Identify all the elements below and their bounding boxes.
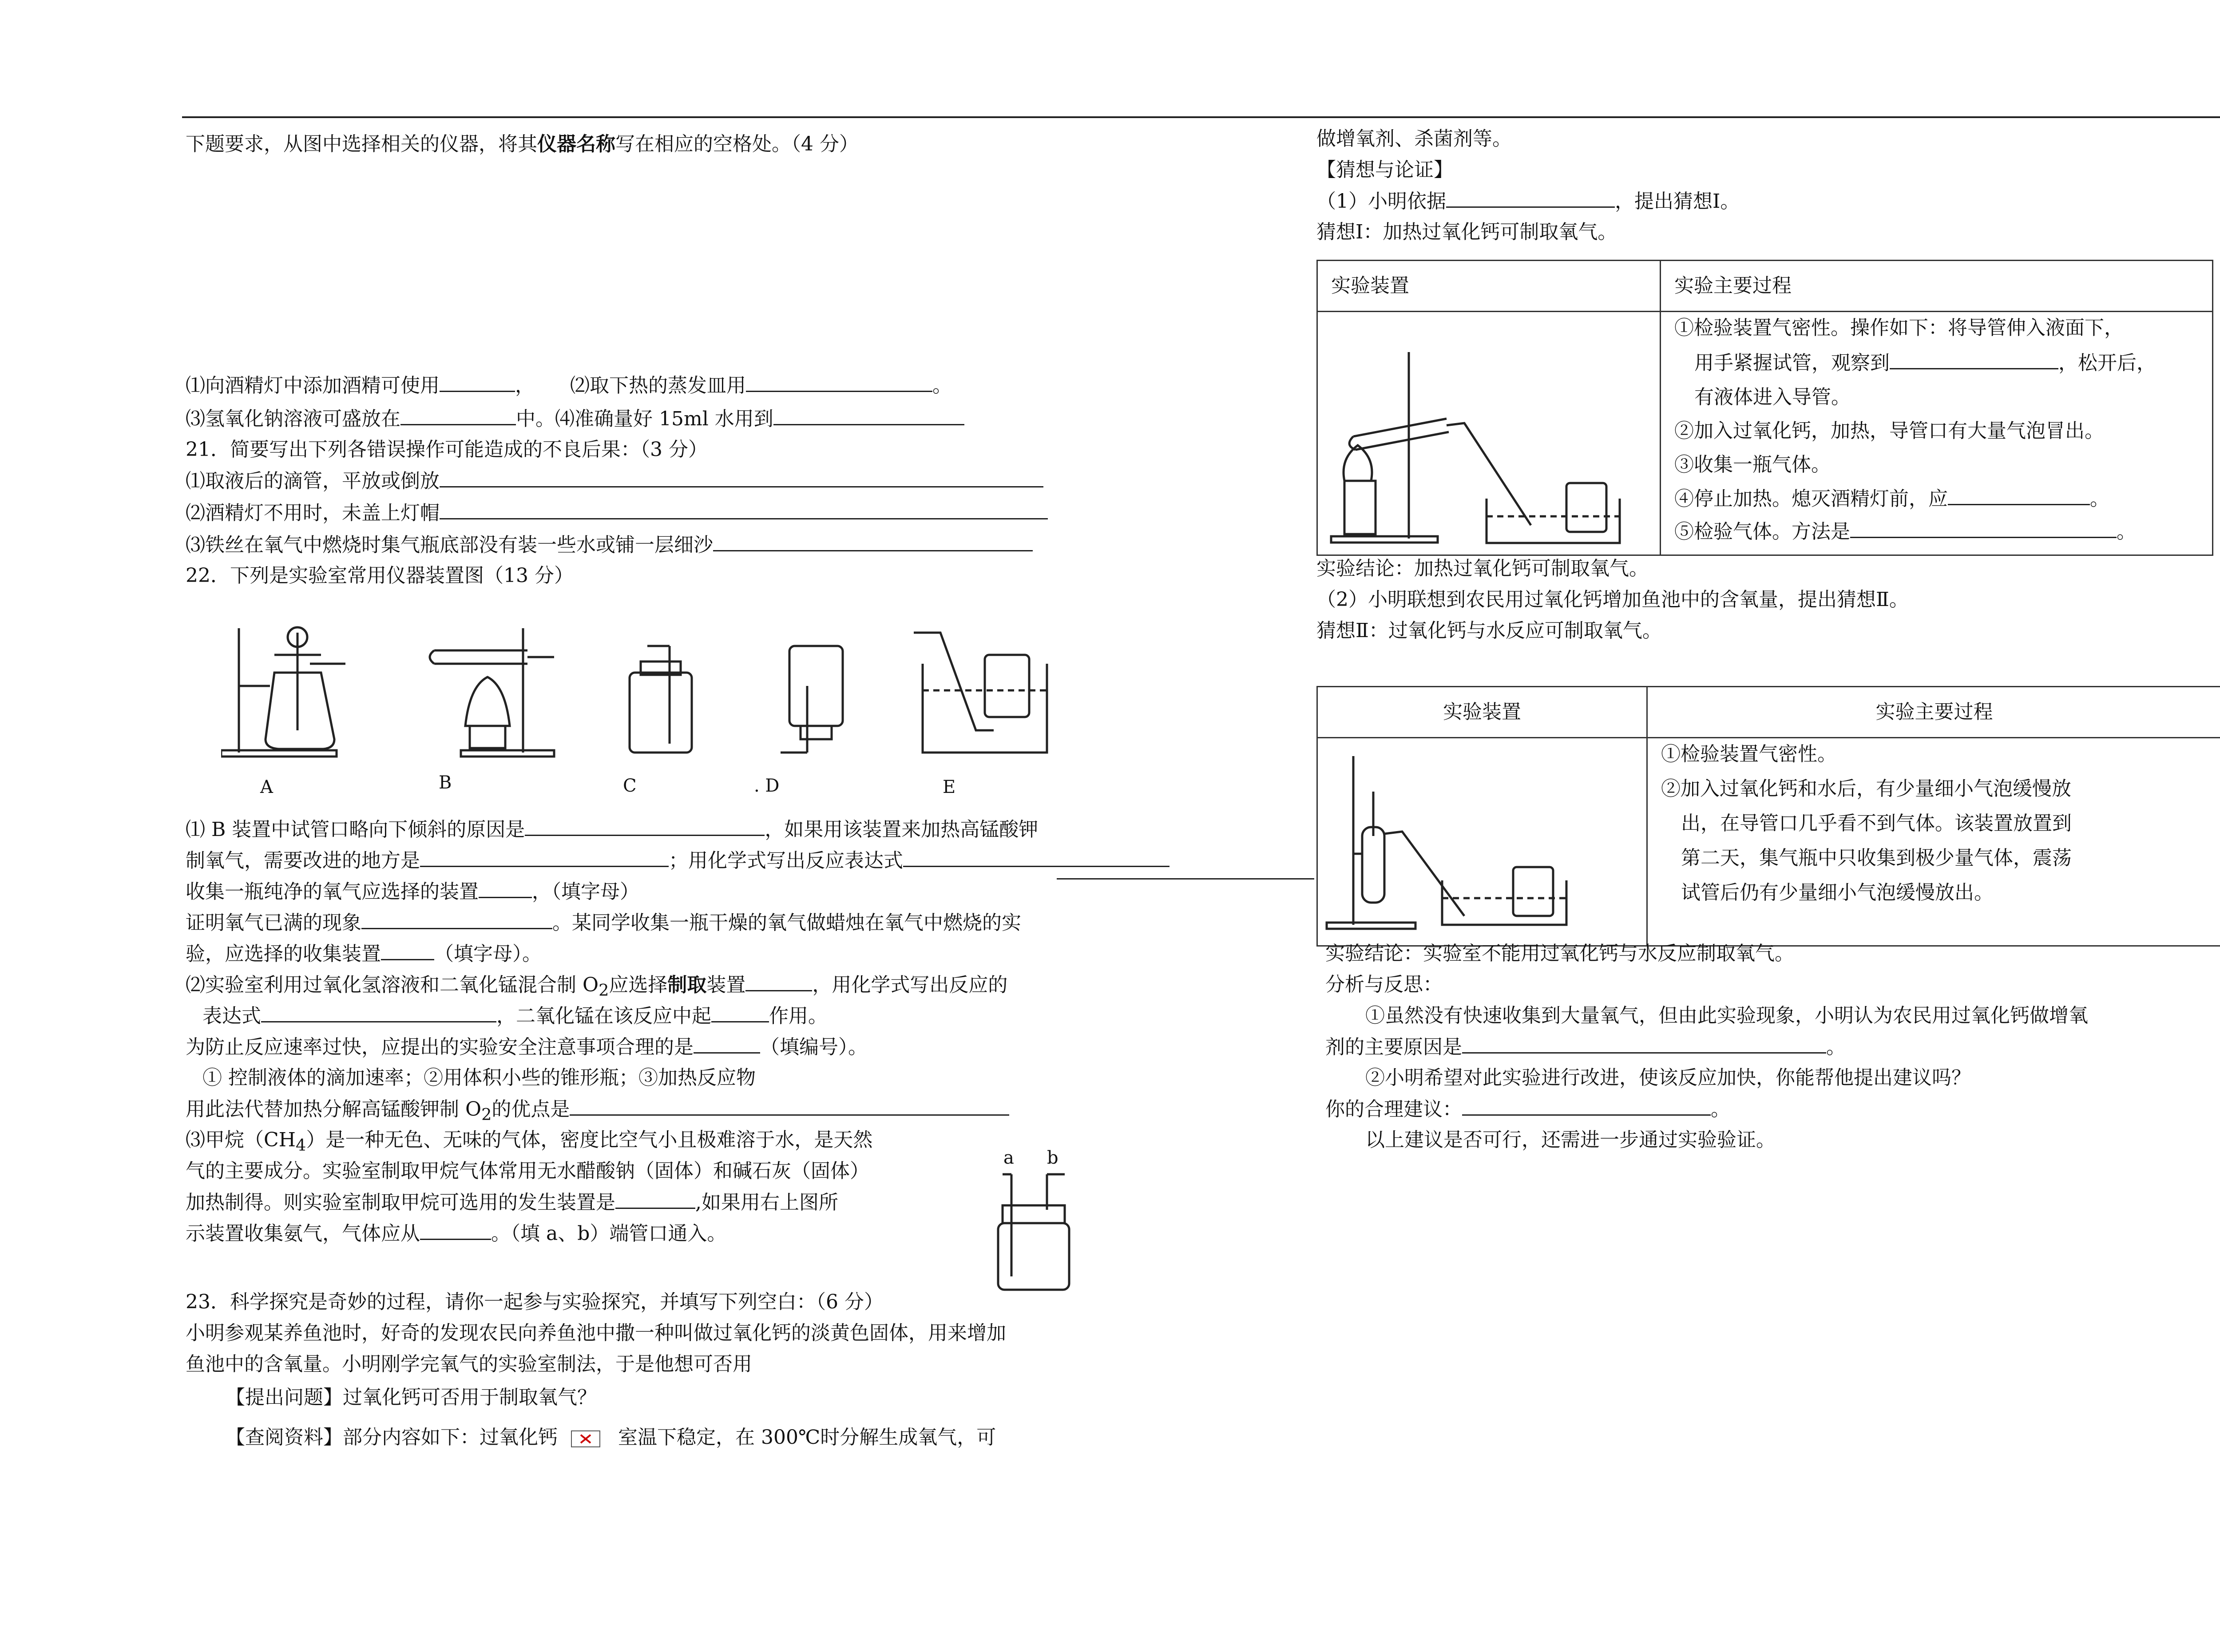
q22-p2	[186, 848, 1169, 873]
intro-bold: 仪器名称	[537, 133, 615, 155]
table2-header-process: 实验主要过程	[1647, 687, 2220, 738]
q22-p7b: ，二氧化锰在该反应中起	[496, 1005, 711, 1027]
broken-image-icon	[571, 1430, 600, 1447]
q20-l1d: 。	[932, 374, 952, 397]
q23-title: 23．科学探究是奇妙的过程，请你一起参与实验探究，并填写下列空白：（6 分）	[186, 1291, 884, 1313]
intro-line	[186, 132, 859, 157]
answer-blank[interactable]	[479, 879, 532, 898]
q22-p7c: 作用。	[769, 1005, 828, 1027]
r13b: 。	[1711, 1098, 1730, 1121]
q22-p8b: （填编号）。	[760, 1036, 868, 1058]
table1-header-process: 实验主要过程	[1661, 261, 2213, 312]
answer-blank[interactable]	[1446, 189, 1615, 208]
step-5-tail: 。	[2117, 520, 2136, 543]
answer-blank[interactable]	[440, 500, 1048, 519]
q20-l2b: 中。⑷准确量好 15ml 水用到	[516, 408, 773, 430]
q21-line-3	[186, 532, 1033, 558]
r1: 做增氧剂、杀菌剂等。	[1316, 127, 1512, 150]
answer-blank[interactable]	[420, 1221, 491, 1240]
q22-p7a: 表达式	[202, 1005, 261, 1027]
r2: 【猜想与论证】	[1316, 158, 1453, 181]
fig-label-a: A	[260, 777, 273, 797]
q22-p13b: ,如果用右上图所	[695, 1191, 838, 1214]
q22-p4a: 证明氧气已满的现象	[186, 911, 361, 934]
step-1b-tail: ，松开后，	[2058, 352, 2156, 374]
t2-step-2b: 出，在导管口几乎看不到气体。该装置放置到	[1681, 812, 2072, 835]
connector-line	[1057, 878, 1314, 879]
t2-step-2d: 试管后仍有少量细小气泡缓慢放出。	[1681, 881, 1994, 904]
gas-bottle-figure	[994, 1165, 1082, 1299]
step-4	[1674, 486, 2109, 511]
q22-p11	[186, 1128, 872, 1158]
apparatus-b	[430, 628, 554, 757]
answer-blank[interactable]	[1890, 350, 2058, 369]
answer-blank[interactable]	[261, 1003, 496, 1022]
answer-blank[interactable]	[746, 373, 932, 392]
t2-step-1: ①检验装置气密性。	[1661, 743, 1837, 765]
experiment-table-2	[1316, 686, 2220, 947]
apparatus-a	[221, 627, 345, 757]
answer-blank[interactable]	[1462, 1034, 1826, 1054]
q22-p12: 气的主要成分。实验室制取甲烷气体常用无水醋酸钠（固体）和碱石灰（固体）	[186, 1160, 869, 1182]
step-5-text: ⑤检验气体。方法是	[1674, 520, 1850, 543]
q22-p9: ① 控制液体的滴加速率；②用体积小些的锥形瓶；③加热反应物	[202, 1066, 756, 1089]
experiment-table-1	[1316, 260, 2213, 556]
q22-p10a: 用此法代替加热分解高锰酸钾制 O	[186, 1098, 482, 1121]
subscript: 2	[481, 1105, 492, 1124]
table2-apparatus-cell	[1317, 738, 1647, 946]
q22-p2a: 制氧气，需要改进的地方是	[186, 849, 420, 872]
r3b: ，提出猜想Ⅰ。	[1615, 190, 1740, 213]
q22-p14a: 示装置收集氨气，气体应从	[186, 1222, 420, 1245]
q20-l1b: ，	[515, 374, 535, 397]
answer-blank[interactable]	[570, 1097, 1009, 1116]
answer-blank[interactable]	[713, 532, 1033, 551]
q22-p3b: ，（填字母）	[532, 880, 639, 903]
r6: （2）小明联想到农民用过氧化钙增加鱼池中的含氧量，提出猜想Ⅱ。	[1316, 588, 1909, 611]
answer-blank[interactable]	[694, 1034, 760, 1054]
q22-p6b: 应选择	[609, 974, 668, 996]
t2-step-2c: 第二天，集气瓶中只收集到极少量气体，震荡	[1681, 847, 2072, 869]
answer-blank[interactable]	[1850, 519, 2117, 538]
q22-p1	[186, 817, 1038, 842]
r4: 猜想Ⅰ：加热过氧化钙可制取氧气。	[1316, 221, 1617, 243]
answer-blank[interactable]	[361, 910, 552, 929]
r5: 实验结论：加热过氧化钙可制取氧气。	[1316, 557, 1649, 580]
answer-blank[interactable]	[440, 373, 515, 392]
q20-l2a: ⑶氢氧化钠溶液可盛放在	[186, 408, 400, 430]
answer-blank[interactable]	[400, 406, 516, 425]
q22-p1a: ⑴ B 装置中试管口略向下倾斜的原因是	[186, 818, 525, 841]
q22-p4	[186, 910, 1021, 935]
answer-blank[interactable]	[1948, 486, 2090, 505]
answer-blank[interactable]	[773, 406, 964, 425]
q22-p8a: 为防止反应速率过快，应提出的实验安全注意事项合理的是	[186, 1036, 694, 1058]
q20-l1a: ⑴向酒精灯中添加酒精可使用	[186, 374, 440, 397]
r3a: （1）小明依据	[1316, 190, 1446, 213]
q22-p10	[186, 1097, 1009, 1127]
t2-step-2: ②加入过氧化钙和水后，有少量细小气泡缓慢放	[1661, 777, 2071, 800]
apparatus-d	[781, 646, 843, 753]
r7: 猜想Ⅱ：过氧化钙与水反应可制取氧气。	[1316, 619, 1662, 642]
q22-p3	[186, 879, 639, 904]
q22-p14b: 。（填 a、b）端管口通入。	[491, 1222, 727, 1245]
r11	[1325, 1034, 1846, 1060]
answer-blank[interactable]	[440, 468, 1043, 487]
r10: ①虽然没有快速收集到大量氧气，但由此实验现象，小明认为农民用过氧化钙做增氧	[1365, 1004, 2088, 1027]
step-1c: 有液体进入导管。	[1694, 386, 1851, 408]
answer-blank[interactable]	[420, 848, 669, 867]
step-1: ①检验装置气密性。操作如下：将导管伸入液面下，	[1674, 317, 2124, 339]
answer-blank[interactable]	[1462, 1097, 1711, 1116]
q23-l2: 鱼池中的含氧量。小明刚学完氧气的实验室制法，于是他想可否用	[186, 1353, 752, 1375]
table1-process-cell	[1661, 312, 2213, 555]
q22-p11a: ⑶甲烷（CH	[186, 1129, 296, 1151]
q20-line-1	[186, 373, 952, 398]
table1-apparatus-cell	[1317, 312, 1661, 555]
answer-blank[interactable]	[903, 848, 1169, 867]
q20-l1c: ⑵取下热的蒸发皿用	[570, 374, 746, 397]
step-1b-text: 用手紧握试管，观察到	[1694, 352, 1890, 374]
q22-p13	[186, 1190, 838, 1215]
r3	[1316, 189, 1740, 214]
intro-points: 写在相应的空格处。（4 分）	[615, 133, 859, 155]
r11a: 剂的主要原因是	[1325, 1036, 1462, 1058]
header-rule	[182, 116, 2220, 118]
fig-label-c: C	[623, 776, 637, 796]
step-1b	[1694, 350, 2156, 376]
q22-p6c: 装置	[706, 974, 746, 996]
subscript: 4	[296, 1135, 306, 1155]
q20-line-2	[186, 406, 964, 432]
q21-l3: ⑶铁丝在氧气中燃烧时集气瓶底部没有装一些水或铺一层细沙	[186, 534, 713, 556]
fig-label-e: E	[943, 777, 956, 797]
answer-blank[interactable]	[525, 817, 765, 836]
fig-label-b: B	[439, 773, 452, 793]
step-3: ③收集一瓶气体。	[1674, 453, 1831, 476]
table2-header-apparatus: 实验装置	[1317, 687, 1647, 738]
q22-p6	[186, 972, 1007, 1003]
step-2: ②加入过氧化钙，加热，导管口有大量气泡冒出。	[1674, 420, 2104, 442]
q22-p4b: 。某同学收集一瓶干燥的氧气做蜡烛在氧气中燃烧的实	[552, 911, 1021, 934]
r11b: 。	[1826, 1036, 1846, 1058]
q22-p6d: ，用化学式写出反应的	[812, 974, 1008, 996]
r13a: 你的合理建议：	[1325, 1098, 1462, 1121]
q21-title: 21．简要写出下列各错误操作可能造成的不良后果：（3 分）	[186, 438, 708, 461]
q23-l4	[226, 1425, 996, 1450]
r14: 以上建议是否可行，还需进一步通过实验验证。	[1365, 1129, 1776, 1151]
q22-p10b: 的优点是	[492, 1098, 570, 1121]
q22-p6a: ⑵实验室利用过氧化氢溶液和二氧化锰混合制 O	[186, 974, 599, 996]
q22-p5a: 验，应选择的收集装置	[186, 943, 381, 965]
water-apparatus-drawing	[1318, 738, 1646, 940]
fig-label-d: . D	[754, 776, 780, 796]
q21-l2: ⑵酒精灯不用时，未盖上灯帽	[186, 502, 440, 524]
q22-p13a: 加热制得。则实验室制取甲烷可选用的发生装置是	[186, 1191, 615, 1214]
q22-p5b: （填字母）。	[434, 943, 542, 965]
q22-p5	[186, 941, 542, 967]
step-4-tail: 。	[2090, 487, 2109, 510]
table1-header-apparatus: 实验装置	[1317, 261, 1661, 312]
q22-p1b: ，如果用该装置来加热高锰酸钾	[765, 818, 1039, 841]
q22-title: 22．下列是实验室常用仪器装置图（13 分）	[186, 564, 574, 587]
q23-l4a: 【查阅资料】部分内容如下：过氧化钙	[226, 1426, 558, 1449]
answer-blank[interactable]	[711, 1003, 769, 1022]
answer-blank[interactable]	[745, 972, 812, 991]
apparatus-e	[914, 633, 1047, 753]
q22-p7	[202, 1003, 828, 1029]
q22-p2b: ；用化学式写出反应表达式	[669, 849, 903, 872]
answer-blank[interactable]	[381, 941, 434, 960]
q21-l1: ⑴取液后的滴管，平放或倒放	[186, 470, 440, 492]
q22-p11b: ）是一种无色、无味的气体，密度比空气小且极难溶于水，是天然	[306, 1129, 873, 1151]
step-5	[1674, 519, 2136, 544]
q21-line-2	[186, 500, 1048, 526]
q22-p3a: 收集一瓶纯净的氧气应选择的装置	[186, 880, 479, 903]
bottle-label-a: a	[1003, 1148, 1014, 1168]
table2-process-cell	[1647, 738, 2220, 946]
r13	[1325, 1097, 1730, 1122]
r9: 分析与反思：	[1325, 973, 1443, 996]
r12: ②小明希望对此实验进行改进，使该反应加快，你能帮他提出建议吗？	[1365, 1066, 1971, 1089]
bottle-label-b: b	[1047, 1148, 1058, 1168]
r8: 实验结论：实验室不能用过氧化钙与水反应制取氧气。	[1325, 942, 1794, 965]
q22-p8	[186, 1034, 868, 1060]
step-4-text: ④停止加热。熄灭酒精灯前，应	[1674, 487, 1948, 510]
q21-line-1	[186, 468, 1043, 494]
q23-l1: 小明参观某养鱼池时，好奇的发现农民向养鱼池中撒一种叫做过氧化钙的淡黄色固体，用来增加	[186, 1322, 1006, 1344]
heating-apparatus-drawing	[1318, 312, 1646, 550]
subscript: 2	[599, 980, 609, 1000]
q22-p14	[186, 1221, 726, 1246]
q23-l3: 【提出问题】过氧化钙可否用于制取氧气？	[226, 1386, 597, 1409]
apparatus-c	[630, 646, 692, 753]
answer-blank[interactable]	[615, 1190, 695, 1209]
q22-p6-bold: 制取	[667, 974, 707, 996]
q23-l4b: 室温下稳定，在 300℃时分解生成氧气，可	[618, 1426, 996, 1449]
intro-text: 下题要求，从图中选择相关的仪器，将其	[186, 133, 537, 155]
apparatus-figure	[221, 619, 1109, 766]
